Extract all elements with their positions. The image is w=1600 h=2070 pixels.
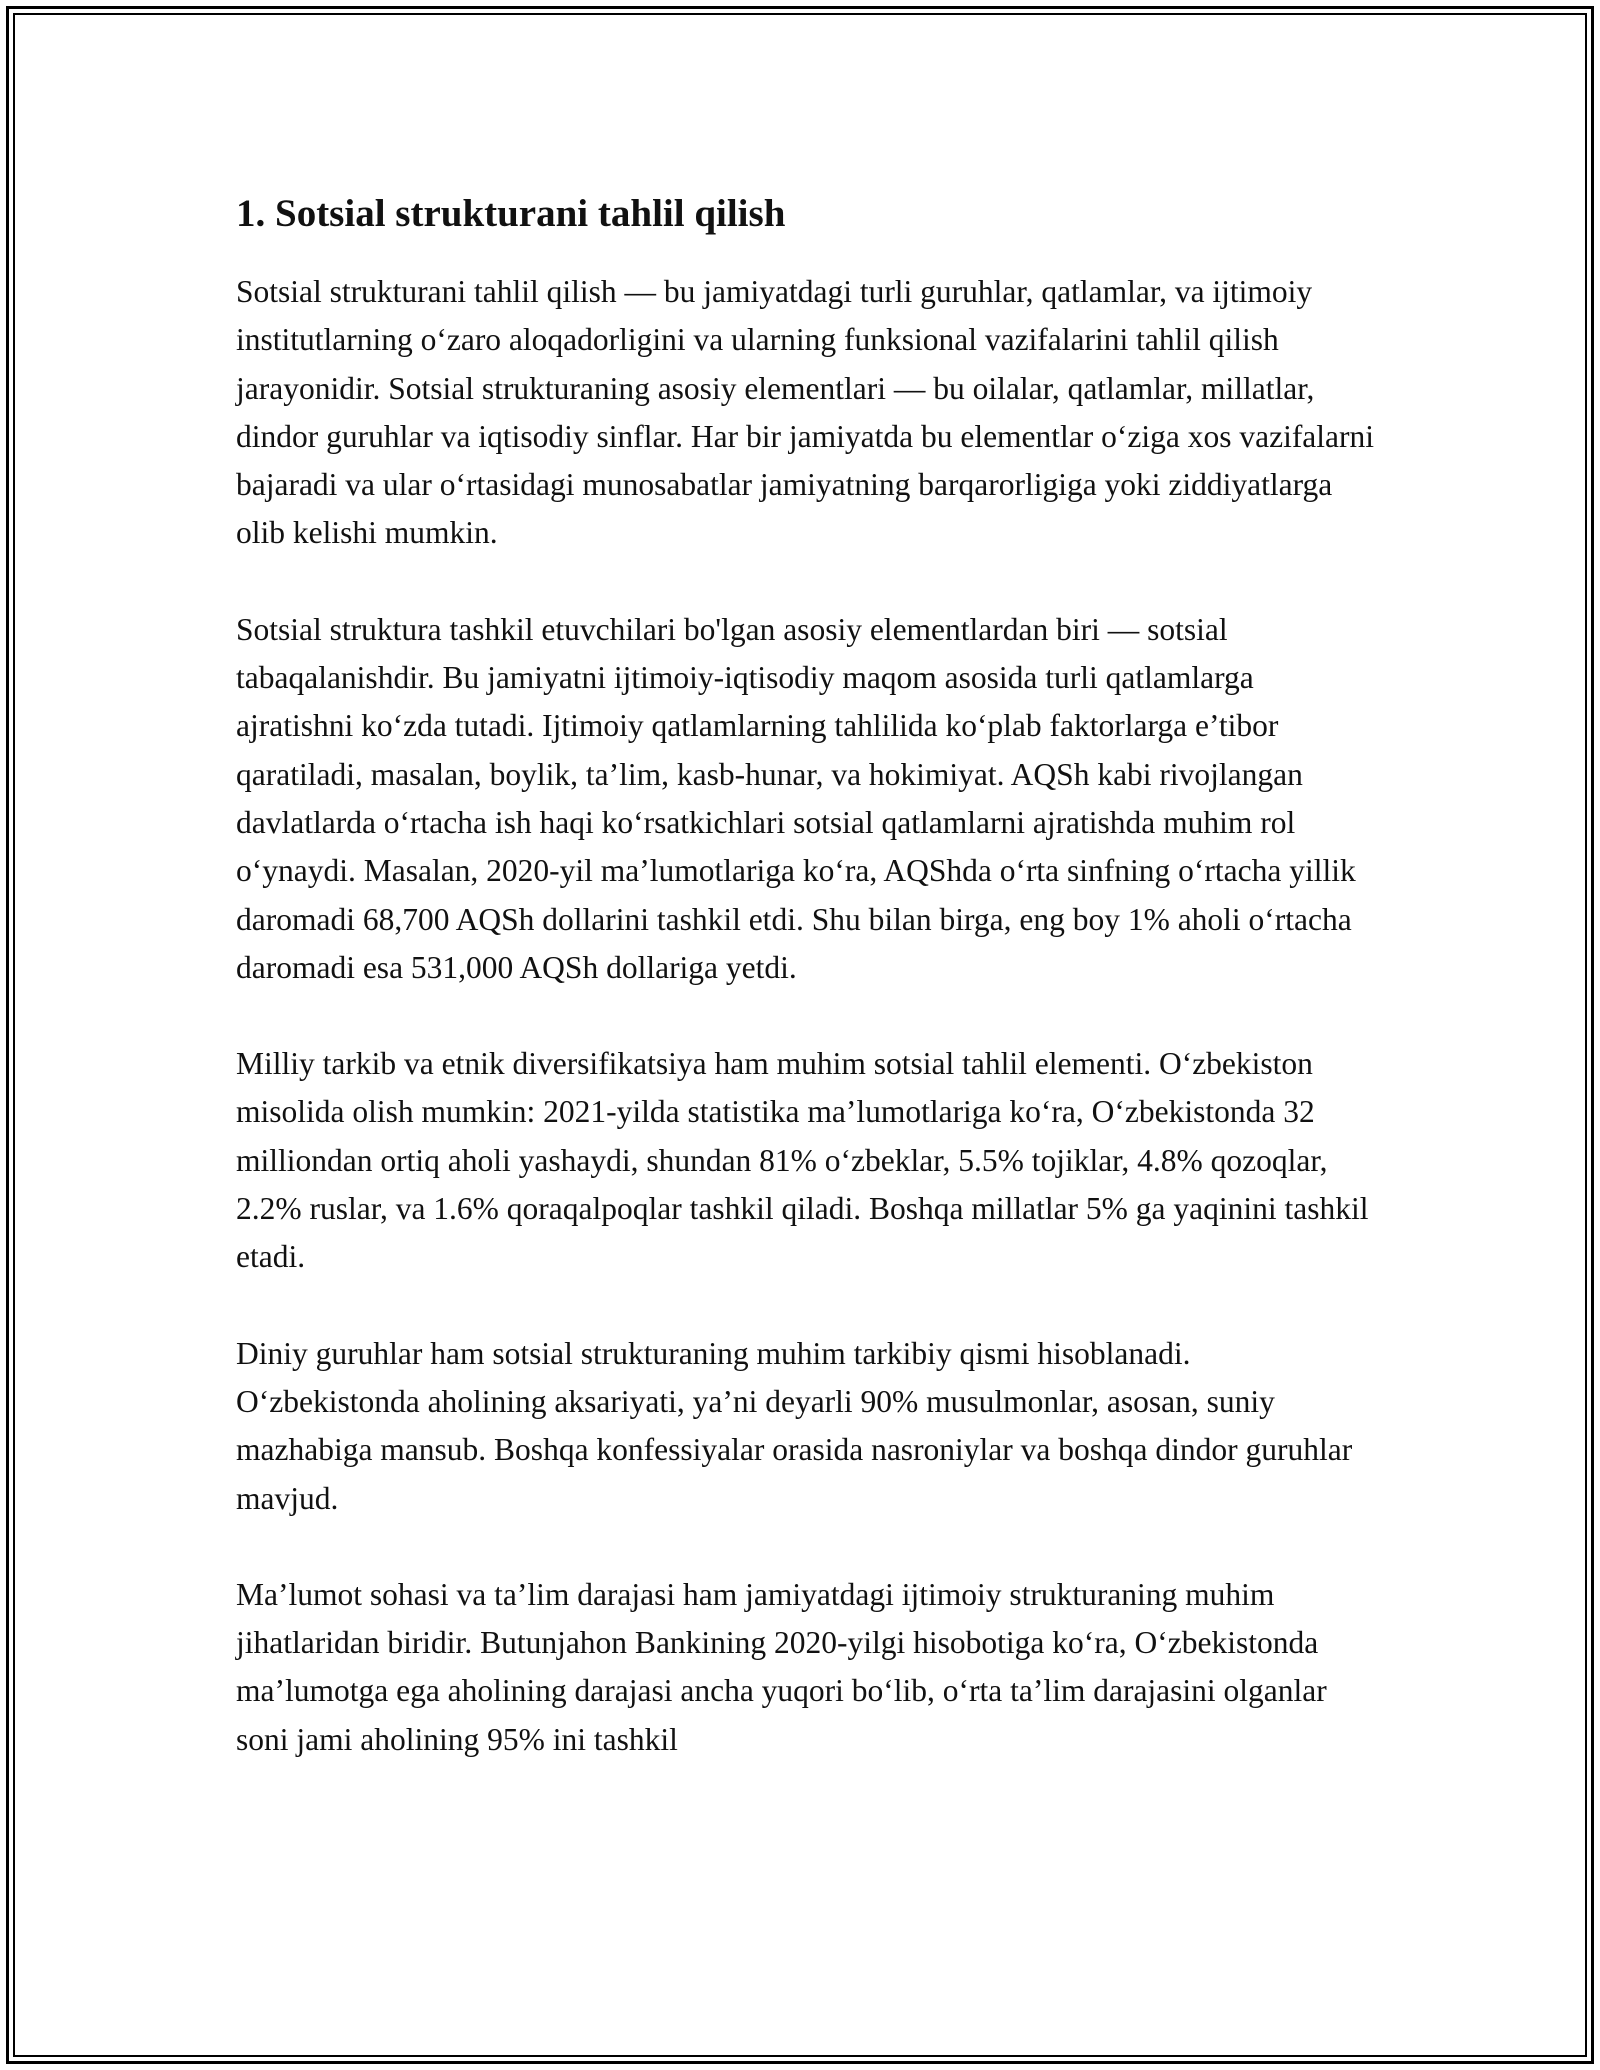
paragraph-ethnic-composition: Milliy tarkib va etnik diversifikatsiya ham muhim sotsial tahlil elementi. Oʻzbekiston misolida olish mumkin: 2021-yilda statistika ma’lumotlariga koʻra, Oʻzbekistonda 32 milliondan ortiq aholi yashaydi, shundan 81% oʻzbeklar, 5.5% tojiklar, 4.8% qozoqlar, 2.2% ruslar, va 1.6% qoraqalpoqlar tashkil qiladi. Boshqa millatlar 5% ga yaqinini tashkil etadi. bbox=[236, 1046, 1369, 1275]
section-heading: 1. Sotsial strukturani tahlil qilish bbox=[236, 192, 786, 235]
paragraph-social-structure: Sotsial strukturani tahlil qilish — bu jamiyatdagi turli guruhlar, qatlamlar, va ijtimoiy institutlarning oʻzaro aloqadorligini va ularning funksional vazifalarini tahlil qilish jarayonidir. Sotsial strukturaning asosiy elementlari — bu oilalar, qatlamlar, millatlar, dindor guruhlar va iqtisodiy sinflar. Har bir jamiyatda bu elementlar oʻziga xos vazifalarni bajaradi va ular oʻrtasidagi munosabatlar jamiyatning barqarorligiga yoki ziddiyatlarga olib kelishi mumkin. bbox=[236, 274, 1375, 551]
paragraph-stratification: Sotsial struktura tashkil etuvchilari bo'lgan asosiy elementlardan biri — sotsial tabaqalanishdir. Bu jamiyatni ijtimoiy-iqtisodiy maqom asosida turli qatlamlarga ajratishni koʻzda tutadi. Ijtimoiy qatlamlarning tahlilida koʻplab faktorlarga e’tibor qaratiladi, masalan, boylik, ta’lim, kasb-hunar, va hokimiyat. AQSh kabi rivojlangan davlatlarda oʻrtacha ish haqi koʻrsatkichlari sotsial qatlamlarni ajratishda muhim rol oʻynaydi. Masalan, 2020-yil ma’lumotlariga koʻra, AQShda oʻrta sinfning oʻrtacha yillik daromadi 68,700 AQSh dollarini tashkil etdi. Shu bilan birga, eng boy 1% aholi oʻrtacha daromadi esa 531,000 AQSh dollariga yetdi. bbox=[236, 611, 1356, 985]
paragraph-education: Ma’lumot sohasi va ta’lim darajasi ham jamiyatdagi ijtimoiy strukturaning muhim jihatlaridan biridir. Butunjahon Bankining 2020-yilgi hisobotiga koʻra, Oʻzbekistonda ma’lumotga ega aholining darajasi ancha yuqori boʻlib, oʻrta ta’lim darajasini olganlar soni jami aholining 95% ini tashkil bbox=[236, 1576, 1327, 1757]
paragraph-religious-groups: Diniy guruhlar ham sotsial strukturaning muhim tarkibiy qismi hisoblanadi. Oʻzbekistonda aholining aksariyati, ya’ni deyarli 90% musulmonlar, asosan, suniy mazhabiga mansub. Boshqa konfessiyalar orasida nasroniylar va boshqa dindor guruhlar mavjud. bbox=[236, 1335, 1353, 1516]
document-body bbox=[236, 186, 1376, 1812]
